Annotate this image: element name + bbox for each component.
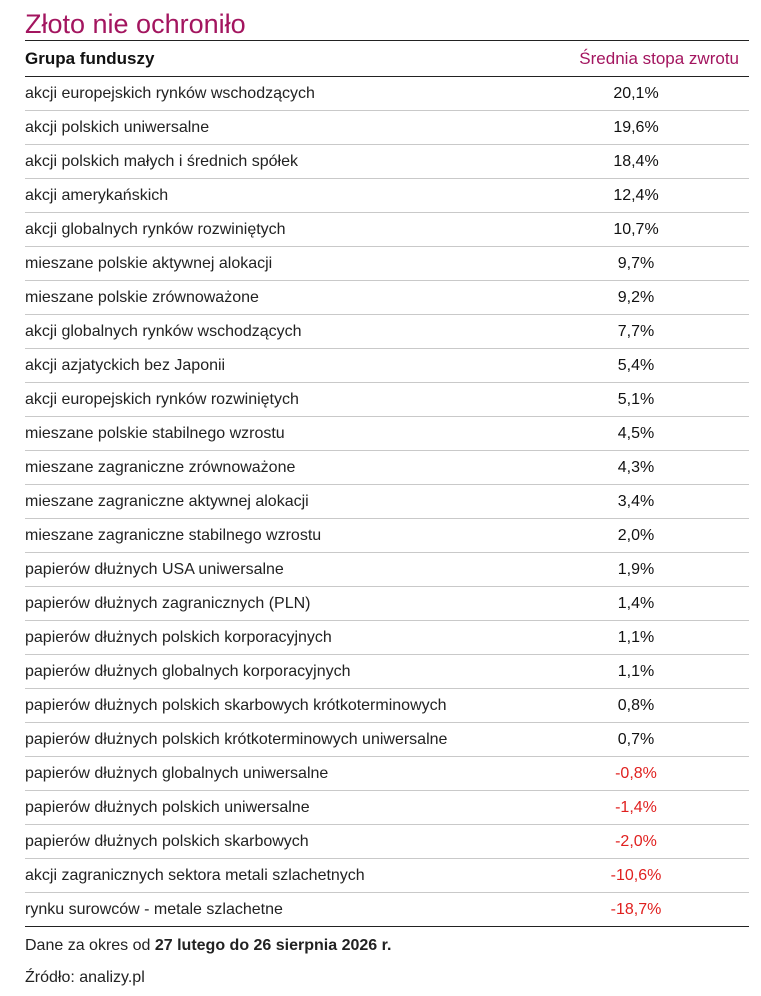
table-row bbox=[25, 247, 749, 281]
average-return-value: 0,8% bbox=[617, 696, 655, 714]
header-average-return: Średnia stopa zwrotu bbox=[579, 48, 739, 68]
fund-group-name: akcji azjatyckich bez Japonii bbox=[25, 356, 226, 374]
average-return-value: 4,5% bbox=[617, 424, 655, 442]
average-return-value: 1,9% bbox=[617, 560, 655, 578]
average-return-value: 9,7% bbox=[617, 254, 655, 272]
table-row bbox=[25, 179, 749, 213]
table-body bbox=[25, 77, 749, 927]
report-container bbox=[25, 0, 749, 989]
average-return-value: -2,0% bbox=[615, 832, 657, 850]
table-row bbox=[25, 417, 749, 451]
fund-group-name: akcji europejskich rynków rozwiniętych bbox=[25, 390, 299, 408]
fund-group-name: papierów dłużnych globalnych korporacyjnych bbox=[25, 662, 351, 680]
fund-group-name: papierów dłużnych zagranicznych (PLN) bbox=[25, 594, 311, 612]
fund-group-name: mieszane zagraniczne stabilnego wzrostu bbox=[25, 526, 322, 544]
average-return-value: 3,4% bbox=[617, 492, 655, 510]
fund-group-name: papierów dłużnych polskich korporacyjnych bbox=[25, 628, 332, 646]
table-row bbox=[25, 77, 749, 111]
table-row bbox=[25, 893, 749, 927]
table-row bbox=[25, 111, 749, 145]
fund-group-name: akcji europejskich rynków wschodzących bbox=[25, 84, 315, 102]
fund-group-name: rynku surowców - metale szlachetne bbox=[25, 900, 283, 918]
fund-group-name: papierów dłużnych polskich skarbowych bbox=[25, 832, 309, 850]
period-footnote bbox=[25, 935, 749, 957]
average-return-value: -10,6% bbox=[610, 866, 662, 884]
average-return-value: 0,7% bbox=[617, 730, 655, 748]
table-row bbox=[25, 655, 749, 689]
table-row bbox=[25, 621, 749, 655]
table-row bbox=[25, 859, 749, 893]
average-return-value: 1,1% bbox=[617, 662, 655, 680]
average-return-value: 18,4% bbox=[613, 152, 659, 170]
fund-group-name: mieszane zagraniczne aktywnej alokacji bbox=[25, 492, 309, 510]
header-fund-group: Grupa funduszy bbox=[25, 48, 155, 68]
fund-group-name: akcji globalnych rynków rozwiniętych bbox=[25, 220, 286, 238]
average-return-value: 12,4% bbox=[613, 186, 659, 204]
average-return-value: 5,1% bbox=[617, 390, 655, 408]
fund-group-name: papierów dłużnych polskich krótkoterminowych uniwersalne bbox=[25, 730, 448, 748]
fund-group-name: akcji globalnych rynków wschodzących bbox=[25, 322, 302, 340]
table-row bbox=[25, 553, 749, 587]
fund-group-name: papierów dłużnych polskich skarbowych krótkoterminowych bbox=[25, 696, 447, 714]
source-note: Źródło: analizy.pl bbox=[25, 969, 145, 986]
average-return-value: 1,1% bbox=[617, 628, 655, 646]
average-return-value: 2,0% bbox=[617, 526, 655, 544]
table-row bbox=[25, 451, 749, 485]
table-row bbox=[25, 145, 749, 179]
average-return-value: 10,7% bbox=[613, 220, 659, 238]
fund-group-name: akcji polskich małych i średnich spółek bbox=[25, 152, 298, 170]
average-return-value: 1,4% bbox=[617, 594, 655, 612]
average-return-value: 20,1% bbox=[613, 84, 659, 102]
page-title: Złoto nie ochroniło bbox=[25, 9, 246, 39]
footnote-prefix: Dane za okres od bbox=[25, 937, 155, 954]
table-header bbox=[25, 41, 749, 77]
table-row bbox=[25, 315, 749, 349]
fund-group-name: mieszane polskie aktywnej alokacji bbox=[25, 254, 273, 272]
fund-group-name: akcji polskich uniwersalne bbox=[25, 118, 210, 136]
table-row bbox=[25, 791, 749, 825]
footnote-period: 27 lutego do 26 sierpnia 2026 r. bbox=[154, 937, 392, 954]
fund-group-name: papierów dłużnych polskich uniwersalne bbox=[25, 798, 310, 816]
average-return-value: -1,4% bbox=[615, 798, 657, 816]
fund-group-name: mieszane zagraniczne zrównoważone bbox=[25, 458, 296, 476]
fund-group-name: papierów dłużnych globalnych uniwersalne bbox=[25, 764, 329, 782]
average-return-value: -0,8% bbox=[615, 764, 657, 782]
average-return-value: 4,3% bbox=[617, 458, 655, 476]
average-return-value: 19,6% bbox=[613, 118, 659, 136]
average-return-value: 5,4% bbox=[617, 356, 655, 374]
table-row bbox=[25, 383, 749, 417]
fund-group-name: mieszane polskie stabilnego wzrostu bbox=[25, 424, 285, 442]
average-return-value: 7,7% bbox=[617, 322, 655, 340]
table-row bbox=[25, 757, 749, 791]
table-row bbox=[25, 349, 749, 383]
fund-group-name: mieszane polskie zrównoważone bbox=[25, 288, 259, 306]
table-row bbox=[25, 587, 749, 621]
table-row bbox=[25, 519, 749, 553]
fund-group-name: papierów dłużnych USA uniwersalne bbox=[25, 560, 284, 578]
average-return-value: -18,7% bbox=[610, 900, 662, 918]
table-row bbox=[25, 485, 749, 519]
average-return-value: 9,2% bbox=[617, 288, 655, 306]
table-row bbox=[25, 689, 749, 723]
fund-group-name: akcji zagranicznych sektora metali szlachetnych bbox=[25, 866, 365, 884]
table-row bbox=[25, 213, 749, 247]
fund-group-name: akcji amerykańskich bbox=[25, 186, 169, 204]
table-row bbox=[25, 723, 749, 757]
table-row bbox=[25, 281, 749, 315]
table-row bbox=[25, 825, 749, 859]
